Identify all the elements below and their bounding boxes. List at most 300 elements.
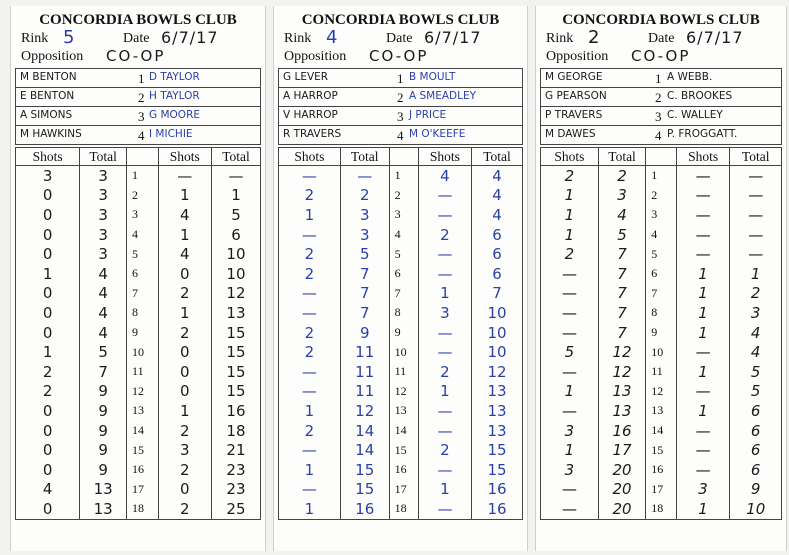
- away-total-cell: —: [730, 244, 782, 264]
- away-shots-cell: 4: [418, 166, 471, 186]
- home-shots-cell: —: [541, 303, 599, 323]
- away-player: D TAYLOR: [149, 71, 200, 83]
- home-total-cell: 4: [598, 205, 645, 225]
- end-row: [279, 382, 523, 402]
- position-number: 4: [138, 128, 145, 143]
- end-number-cell: 10: [646, 342, 677, 362]
- away-total-cell: 1: [211, 186, 260, 206]
- end-row: [16, 401, 261, 421]
- home-shots-cell: 1: [279, 205, 341, 225]
- position-number: 4: [397, 128, 404, 143]
- away-total-cell: —: [730, 205, 782, 225]
- away-shots-cell: 0: [158, 382, 211, 402]
- end-number-cell: 14: [389, 421, 418, 441]
- end-number-cell: 17: [389, 480, 418, 500]
- end-row: [541, 303, 782, 323]
- end-number-cell: 15: [389, 440, 418, 460]
- home-total-cell: 4: [80, 323, 127, 343]
- end-number-cell: 5: [389, 244, 418, 264]
- away-shots-cell: —: [418, 186, 471, 206]
- home-total-cell: 13: [80, 499, 127, 519]
- home-player: A HARROP: [283, 90, 338, 102]
- score-card-rink-4: [273, 6, 528, 551]
- away-shots-cell: —: [676, 421, 730, 441]
- away-shots-cell: —: [418, 499, 471, 519]
- rink-label: Rink: [21, 31, 49, 46]
- away-shots-cell: 3: [158, 440, 211, 460]
- end-row: [279, 284, 523, 304]
- home-total-cell: 15: [340, 460, 389, 480]
- home-shots-header: Shots: [541, 148, 599, 166]
- end-number-cell: 13: [389, 401, 418, 421]
- away-total-cell: 15: [211, 362, 260, 382]
- away-total-cell: 10: [472, 323, 523, 343]
- end-number-cell: 3: [646, 205, 677, 225]
- away-shots-cell: 1: [676, 401, 730, 421]
- home-player: M GEORGE: [545, 71, 603, 83]
- away-shots-header: Shots: [418, 148, 471, 166]
- end-number-cell: 8: [646, 303, 677, 323]
- end-number-cell: 6: [646, 264, 677, 284]
- away-player: C. BROOKES: [667, 90, 733, 102]
- away-total-cell: 6: [730, 421, 782, 441]
- position-number: 2: [138, 90, 145, 105]
- away-total-cell: 23: [211, 460, 260, 480]
- home-shots-cell: 2: [541, 166, 599, 186]
- away-total-cell: 5: [730, 362, 782, 382]
- home-shots-cell: 0: [16, 186, 80, 206]
- home-shots-cell: 4: [16, 480, 80, 500]
- score-table: [278, 147, 523, 520]
- home-shots-cell: 1: [541, 186, 599, 206]
- home-shots-cell: —: [541, 480, 599, 500]
- home-total-cell: 7: [598, 244, 645, 264]
- away-shots-cell: 0: [158, 480, 211, 500]
- home-total-cell: 4: [80, 264, 127, 284]
- away-shots-cell: 2: [418, 362, 471, 382]
- home-total-cell: 20: [598, 460, 645, 480]
- home-total-cell: 2: [340, 186, 389, 206]
- player-row: [541, 107, 781, 126]
- away-shots-cell: —: [676, 166, 730, 186]
- away-total-cell: 3: [730, 303, 782, 323]
- away-total-cell: 13: [472, 382, 523, 402]
- opposition-line: [274, 48, 527, 66]
- end-row: [279, 480, 523, 500]
- away-player: A WEBB.: [667, 71, 713, 83]
- away-total-cell: 15: [211, 382, 260, 402]
- end-row: [541, 382, 782, 402]
- end-row: [279, 421, 523, 441]
- rink-number: 2: [588, 27, 601, 48]
- away-player: J PRICE: [409, 109, 447, 121]
- away-shots-cell: —: [676, 440, 730, 460]
- end-row: [279, 244, 523, 264]
- score-table: [540, 147, 782, 520]
- away-total-cell: 4: [472, 166, 523, 186]
- away-total-cell: 9: [730, 480, 782, 500]
- end-number-cell: 9: [646, 323, 677, 343]
- away-total-cell: 5: [730, 382, 782, 402]
- player-row: [279, 69, 522, 88]
- away-shots-cell: 1: [676, 284, 730, 304]
- end-number-cell: 3: [389, 205, 418, 225]
- away-shots-cell: —: [418, 342, 471, 362]
- score-header-row: [279, 148, 523, 166]
- away-total-cell: 6: [730, 460, 782, 480]
- date-label: Date: [123, 31, 150, 46]
- position-number: 3: [138, 109, 145, 124]
- end-number-cell: 11: [389, 362, 418, 382]
- home-total-cell: 7: [340, 264, 389, 284]
- home-total-cell: 14: [340, 440, 389, 460]
- end-number-cell: 8: [389, 303, 418, 323]
- home-total-cell: 14: [340, 421, 389, 441]
- away-shots-cell: —: [418, 205, 471, 225]
- home-shots-header: Shots: [16, 148, 80, 166]
- away-total-cell: 4: [730, 342, 782, 362]
- position-number: 1: [397, 71, 404, 86]
- club-title: CONCORDIA BOWLS CLUB: [562, 12, 760, 28]
- home-total-cell: 11: [340, 342, 389, 362]
- away-shots-header: Shots: [158, 148, 211, 166]
- home-shots-cell: 1: [541, 382, 599, 402]
- home-total-cell: 13: [598, 382, 645, 402]
- away-shots-cell: —: [418, 401, 471, 421]
- player-row: [279, 88, 522, 107]
- home-shots-cell: 2: [541, 244, 599, 264]
- end-number-cell: 12: [389, 382, 418, 402]
- away-shots-cell: 0: [158, 342, 211, 362]
- end-number-cell: 16: [646, 460, 677, 480]
- rink-date-line: [274, 27, 527, 48]
- end-row: [541, 323, 782, 343]
- end-number-cell: 1: [646, 166, 677, 186]
- home-shots-cell: —: [279, 225, 341, 245]
- end-number-cell: 1: [127, 166, 159, 186]
- away-total-cell: 10: [730, 499, 782, 519]
- home-shots-cell: —: [279, 284, 341, 304]
- away-total-header: Total: [211, 148, 260, 166]
- home-shots-cell: —: [541, 362, 599, 382]
- end-number-cell: 5: [646, 244, 677, 264]
- away-total-cell: 6: [730, 401, 782, 421]
- home-shots-cell: 2: [16, 362, 80, 382]
- away-total-cell: 2: [730, 284, 782, 304]
- end-row: [16, 440, 261, 460]
- away-total-cell: 6: [730, 440, 782, 460]
- away-total-cell: 4: [472, 186, 523, 206]
- end-number-cell: 16: [389, 460, 418, 480]
- end-row: [16, 382, 261, 402]
- end-number-cell: 9: [127, 323, 159, 343]
- end-number-cell: 10: [389, 342, 418, 362]
- end-row: [16, 499, 261, 519]
- end-number-cell: 15: [646, 440, 677, 460]
- end-row: [541, 186, 782, 206]
- end-number-cell: 17: [646, 480, 677, 500]
- players-box: [15, 68, 261, 145]
- player-row: [541, 69, 781, 88]
- player-row: [541, 126, 781, 145]
- away-shots-cell: 1: [418, 480, 471, 500]
- away-total-cell: 15: [211, 342, 260, 362]
- home-total-cell: 3: [80, 244, 127, 264]
- end-row: [541, 244, 782, 264]
- end-row: [541, 264, 782, 284]
- away-shots-cell: 1: [676, 499, 730, 519]
- home-player: G PEARSON: [545, 90, 607, 102]
- away-player: P. FROGGATT.: [667, 128, 738, 140]
- home-shots-cell: 2: [279, 323, 341, 343]
- rink-number: 4: [326, 27, 339, 48]
- opposition-value: CO-OP: [106, 47, 166, 65]
- player-row: [16, 107, 260, 126]
- away-shots-cell: —: [676, 460, 730, 480]
- away-player: G MOORE: [149, 109, 200, 121]
- home-shots-cell: —: [279, 303, 341, 323]
- away-total-cell: 15: [472, 440, 523, 460]
- rink-label: Rink: [284, 31, 312, 46]
- home-shots-cell: 0: [16, 401, 80, 421]
- away-total-cell: 6: [472, 264, 523, 284]
- player-row: [16, 126, 260, 145]
- opposition-label: Opposition: [21, 49, 84, 64]
- home-shots-cell: —: [279, 440, 341, 460]
- home-total-cell: 7: [598, 264, 645, 284]
- home-total-cell: 2: [598, 166, 645, 186]
- end-row: [541, 342, 782, 362]
- end-row: [541, 401, 782, 421]
- end-row: [16, 186, 261, 206]
- away-total-cell: 23: [211, 480, 260, 500]
- end-number-cell: 5: [127, 244, 159, 264]
- end-number-cell: 6: [389, 264, 418, 284]
- end-number-cell: 18: [389, 499, 418, 519]
- away-shots-cell: —: [676, 382, 730, 402]
- end-number-cell: 8: [127, 303, 159, 323]
- end-number-cell: 4: [127, 225, 159, 245]
- away-shots-cell: 2: [158, 323, 211, 343]
- home-shots-cell: 1: [16, 264, 80, 284]
- position-number: 2: [397, 90, 404, 105]
- home-total-cell: 5: [80, 342, 127, 362]
- home-total-cell: 7: [80, 362, 127, 382]
- end-row: [16, 342, 261, 362]
- home-total-cell: 13: [80, 480, 127, 500]
- home-total-cell: 9: [80, 460, 127, 480]
- home-total-cell: 13: [598, 401, 645, 421]
- away-total-cell: 6: [472, 244, 523, 264]
- home-total-cell: 7: [598, 303, 645, 323]
- away-shots-cell: 1: [676, 362, 730, 382]
- end-number-cell: 7: [389, 284, 418, 304]
- away-shots-cell: 1: [676, 323, 730, 343]
- end-row: [541, 225, 782, 245]
- away-total-cell: 21: [211, 440, 260, 460]
- away-shots-cell: —: [676, 186, 730, 206]
- home-player: E BENTON: [20, 90, 75, 102]
- home-shots-header: Shots: [279, 148, 341, 166]
- home-total-cell: 7: [598, 284, 645, 304]
- away-total-cell: —: [730, 166, 782, 186]
- away-total-cell: 13: [211, 303, 260, 323]
- date-label: Date: [386, 31, 413, 46]
- home-shots-cell: 2: [279, 186, 341, 206]
- end-row: [16, 166, 261, 186]
- home-shots-cell: 5: [541, 342, 599, 362]
- rink-date-line: [11, 27, 265, 48]
- away-total-cell: 4: [730, 323, 782, 343]
- end-row: [279, 186, 523, 206]
- end-row: [279, 225, 523, 245]
- end-number-cell: 2: [127, 186, 159, 206]
- home-total-cell: 16: [598, 421, 645, 441]
- away-shots-cell: 1: [418, 284, 471, 304]
- end-row: [541, 499, 782, 519]
- away-total-cell: —: [730, 225, 782, 245]
- player-row: [541, 88, 781, 107]
- away-total-cell: 16: [472, 499, 523, 519]
- home-shots-cell: 1: [279, 460, 341, 480]
- home-player: M DAWES: [545, 128, 596, 140]
- away-shots-cell: —: [418, 264, 471, 284]
- home-total-cell: 3: [598, 186, 645, 206]
- end-row: [16, 244, 261, 264]
- away-player: A SMEADLEY: [409, 90, 477, 102]
- home-player: M HAWKINS: [20, 128, 82, 140]
- player-row: [279, 107, 522, 126]
- end-number-cell: 6: [127, 264, 159, 284]
- end-row: [16, 460, 261, 480]
- home-total-cell: 9: [80, 382, 127, 402]
- home-shots-cell: 3: [541, 460, 599, 480]
- away-total-cell: 25: [211, 499, 260, 519]
- home-total-cell: 9: [80, 401, 127, 421]
- home-total-cell: —: [340, 166, 389, 186]
- away-shots-cell: 2: [418, 440, 471, 460]
- home-total-cell: 4: [80, 303, 127, 323]
- end-number-cell: 11: [646, 362, 677, 382]
- away-total-cell: 10: [211, 264, 260, 284]
- home-shots-cell: —: [279, 382, 341, 402]
- away-shots-cell: 2: [158, 421, 211, 441]
- home-shots-cell: —: [279, 362, 341, 382]
- away-shots-cell: —: [676, 244, 730, 264]
- end-row: [541, 440, 782, 460]
- end-header: [646, 148, 677, 166]
- home-shots-cell: —: [541, 284, 599, 304]
- end-row: [16, 303, 261, 323]
- end-row: [16, 205, 261, 225]
- score-table: [15, 147, 261, 520]
- home-total-cell: 9: [80, 440, 127, 460]
- end-row: [279, 264, 523, 284]
- away-shots-cell: 4: [158, 244, 211, 264]
- end-row: [279, 323, 523, 343]
- home-shots-cell: —: [541, 401, 599, 421]
- home-total-cell: 7: [340, 303, 389, 323]
- home-shots-cell: 2: [279, 244, 341, 264]
- opposition-line: [11, 48, 265, 66]
- end-number-cell: 1: [389, 166, 418, 186]
- home-player: P TRAVERS: [545, 109, 603, 121]
- home-shots-cell: 2: [279, 264, 341, 284]
- away-shots-cell: —: [158, 166, 211, 186]
- away-shots-cell: —: [676, 225, 730, 245]
- home-player: V HARROP: [283, 109, 338, 121]
- end-number-cell: 10: [127, 342, 159, 362]
- home-shots-cell: 0: [16, 244, 80, 264]
- home-total-cell: 20: [598, 499, 645, 519]
- opposition-label: Opposition: [284, 49, 347, 64]
- end-number-cell: 15: [127, 440, 159, 460]
- opposition-value: CO-OP: [369, 47, 429, 65]
- end-number-cell: 4: [646, 225, 677, 245]
- away-shots-cell: 1: [418, 382, 471, 402]
- away-shots-cell: 1: [676, 264, 730, 284]
- home-total-cell: 4: [80, 284, 127, 304]
- away-shots-cell: 0: [158, 264, 211, 284]
- away-shots-cell: 1: [676, 303, 730, 323]
- end-number-cell: 18: [127, 499, 159, 519]
- away-shots-header: Shots: [676, 148, 730, 166]
- home-shots-cell: 0: [16, 440, 80, 460]
- end-row: [279, 499, 523, 519]
- away-shots-cell: —: [418, 460, 471, 480]
- opposition-value: CO-OP: [631, 47, 691, 65]
- players-box: [540, 68, 782, 145]
- date-value: 6/7/17: [424, 28, 482, 47]
- players-box: [278, 68, 523, 145]
- club-title: CONCORDIA BOWLS CLUB: [301, 12, 500, 28]
- end-row: [541, 166, 782, 186]
- home-total-cell: 5: [598, 225, 645, 245]
- home-total-cell: 12: [598, 362, 645, 382]
- home-shots-cell: 0: [16, 284, 80, 304]
- rink-label: Rink: [546, 31, 574, 46]
- home-total-cell: 7: [598, 323, 645, 343]
- home-total-cell: 16: [340, 499, 389, 519]
- end-number-cell: 12: [646, 382, 677, 402]
- away-total-cell: 15: [472, 460, 523, 480]
- home-total-cell: 3: [80, 166, 127, 186]
- home-player: G LEVER: [283, 71, 329, 83]
- end-number-cell: 12: [127, 382, 159, 402]
- home-total-header: Total: [598, 148, 645, 166]
- home-total-cell: 12: [598, 342, 645, 362]
- away-shots-cell: —: [418, 323, 471, 343]
- home-shots-cell: 1: [16, 342, 80, 362]
- end-number-cell: 11: [127, 362, 159, 382]
- away-player: I MICHIE: [149, 128, 193, 140]
- end-row: [16, 264, 261, 284]
- end-number-cell: 7: [127, 284, 159, 304]
- home-shots-cell: —: [541, 499, 599, 519]
- home-shots-cell: 1: [541, 440, 599, 460]
- end-row: [16, 362, 261, 382]
- home-player: R TRAVERS: [283, 128, 342, 140]
- home-total-cell: 3: [340, 225, 389, 245]
- player-row: [16, 69, 260, 88]
- away-total-cell: 13: [472, 401, 523, 421]
- away-total-header: Total: [730, 148, 782, 166]
- home-shots-cell: 1: [279, 401, 341, 421]
- away-total-cell: 15: [211, 323, 260, 343]
- away-total-cell: 10: [472, 303, 523, 323]
- home-shots-cell: —: [541, 264, 599, 284]
- home-shots-cell: 0: [16, 205, 80, 225]
